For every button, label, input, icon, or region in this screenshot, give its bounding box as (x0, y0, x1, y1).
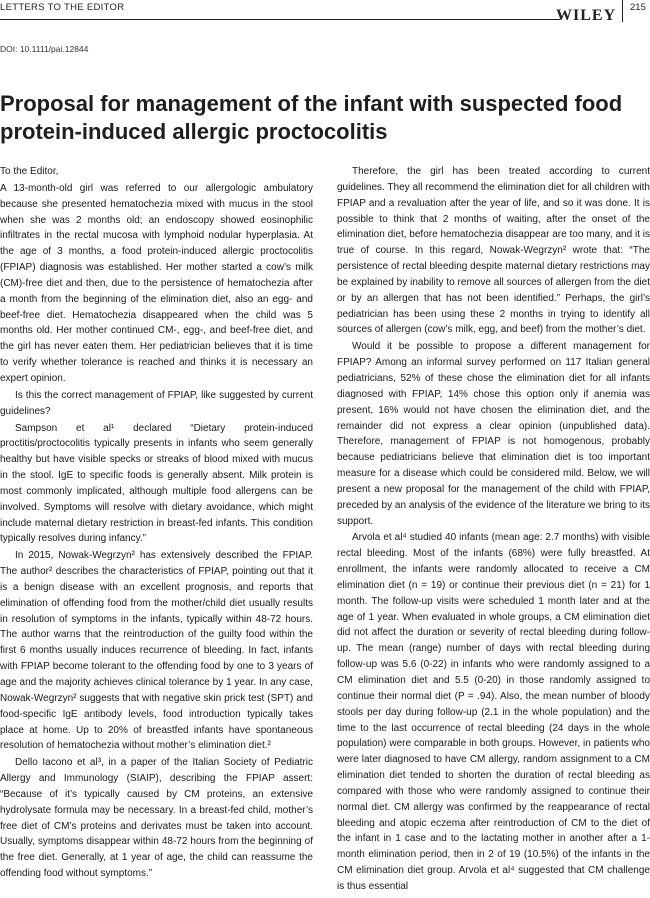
left-column (0, 164, 313, 883)
paragraph: In 2015, Nowak-Wegrzyn² has extensively described the FPIAP. The author² describes the characteristics of FPIAP, pointing out that it is a benign disease with an excellent prognosis, and reports that elimination of offending food from the mother/child diet usually results in resolution of symptoms in the infants, typically within 48-72 hours. The author warns that the reintroduction of the guilty food within the first 6 months usually induces recurrence of bleeding. In fact, infants with FPIAP become tolerant to the offending food by one to 3 years of age and the majority achieves clinical tolerance by 1 year. In any case, Nowak-Wegrzyn² suggests that with negative skin prick test (SPT) and food-specific IgE antibody levels, food introduction typically takes place at home. Up to 20% of breastfed infants have spontaneous resolution of hematochezia without mother’s elimination diet.² (0, 550, 313, 752)
section-label: LETTERS TO THE EDITOR (0, 2, 125, 13)
page-divider (622, 0, 623, 22)
paragraph: Is this the correct management of FPIAP, like suggested by current guidelines? (0, 389, 313, 417)
header-rule (0, 19, 560, 20)
paragraph: Dello Iacono et al³, in a paper of the Italian Society of Pediatric Allergy and Immunology (SIAIP), describing the FPIAP assert: “Because of it’s typically caused by CM proteins, an extensive hydrolysate formula may be necessary. In a breast-fed child, mother’s free diet of CM’s proteins and derivates must be taken into account. Usually, symptoms disappear within 48-72 hours from the beginning of the free diet. Generally, at 1 year of age, the child can reassume the offending food without symptoms.” (0, 757, 313, 880)
salutation: To the Editor, (0, 166, 59, 177)
article-title: Proposal for management of the infant with suspected food protein-induced allergic proctocolitis (0, 91, 623, 144)
page-number: 215 (630, 2, 646, 13)
paragraph: Therefore, the girl has been treated according to current guidelines. They all recommend the elimination diet for all children with FPIAP and a revaluation after the year of life, and so it was done. It is possible to think that 2 months of waiting, after the onset of the elimination diet, before hematochezia disappear are too many, and it is true of course. In this regard, Nowak-Wegrzyn² wrote that: “The persistence of rectal bleeding despite maternal dietary restrictions may be explained by inability to remove all sources of allergen from the diet or by an allergen that has not been identified.” Perhaps, the girl’s pediatrician has been using these 2 months in trying to identify all sources of allergen (cow’s milk, egg, and beef) from the mother’s diet. (337, 166, 650, 336)
paragraph: Sampson et al¹ declared “Dietary protein-induced proctitis/proctocolitis typically presents in infants who seem generally healthy but have visible specks or streaks of blood mixed with mucus in the stool. IgE to specific foods is generally absent. Milk protein is most commonly implicated, although multiple food allergens can be involved. Symptoms will resolve with dietary avoidance, which might include maternal dietary restriction in breast-fed infants. This condition typically resolves during infancy.” (0, 422, 313, 545)
paragraph: A 13-month-old girl was referred to our allergologic ambulatory because she presented hematochezia mixed with mucus in the stool when she was 2 months old; an endoscopy showed eosinophilic infiltrates in the rectal mucosa with lymphoid nodular hyperplasia. At the age of 3 months, a food protein-induced allergic proctocolitis (FPIAP) diagnosis was established. Her mother started a cow’s milk (CM)-free diet and then, due to the persistence of hematochezia after a month from the beginning of the elimination diet, also an egg- and beef-free diet. Hematochezia disappeared when the child was 5 months old. Her mother continued CM-, egg-, and beef-free diet, and the girl has never eaten them. Her pediatrician believes that it is time to verify whether tolerance is reached and thinks it is necessary an expert opinion. (0, 182, 313, 384)
paragraph: Would it be possible to propose a different management for FPIAP? Among an informal survey performed on 117 Italian general pediatricians, 52% of these chose the elimination diet for all infants diagnosed with FPIAP, 14% chose this option only if anemia was present, 16% would not have chosen the elimination diet, and the remainder did not express a clear opinion (unpublished data). Therefore, management of FPIAP is not homogenous, probably because pediatricians believe that elimination diet is too important measure for a disease which could be considered mild. Below, we will present a new proposal for the management of the child with FPIAP, preceded by an analysis of the evidence of the literature we bring to its support. (337, 341, 650, 527)
doi-link[interactable]: DOI: 10.1111/pai.12844 (0, 44, 89, 54)
publisher-logo: WILEY (556, 7, 617, 24)
paragraph: Arvola et al⁴ studied 40 infants (mean age: 2.7 months) with visible rectal bleeding. Most of the infants (68%) were fully breastfed. At enrollment, the infants were randomly allocated to receive a CM elimination diet (n = 19) or continue their previous diet (n = 21) for 1 month. The follow-up visits were scheduled 1 month later and at the age of 1 year. When evaluated in whole groups, a CM elimination diet did not affect the duration or severity of rectal bleeding during follow-up. The mean (range) number of days with rectal bleeding during follow-up was 5.6 (0-22) in infants who were randomly assigned to a CM elimination diet and 5.5 (0-20) in those randomly assigned to continue their normal diet (P = .94). Also, the mean number of bloody stools per day during follow-up (2.1 in the whole population) and the time to the last occurrence of rectal bleeding (24 days in the whole population) were comparable in both groups. However, in patients who were later diagnosed to have CM allergy, random assignment to a CM elimination diet tended to shorten the duration of rectal bleeding as compared with those who were randomly assigned to continue their normal diet. CM allergy was confirmed by the reappearance of rectal bleeding and atopic eczema after reintroduction of CM to the diet of the infant in 1 case and to the lactating mother in another after a 1-month elimination period, then in 2 of 19 (10.5%) of the infants in the CM elimination diet group. Arvola et al⁴ suggested that CM challenge is thus essential (337, 532, 650, 892)
right-column (337, 164, 650, 896)
